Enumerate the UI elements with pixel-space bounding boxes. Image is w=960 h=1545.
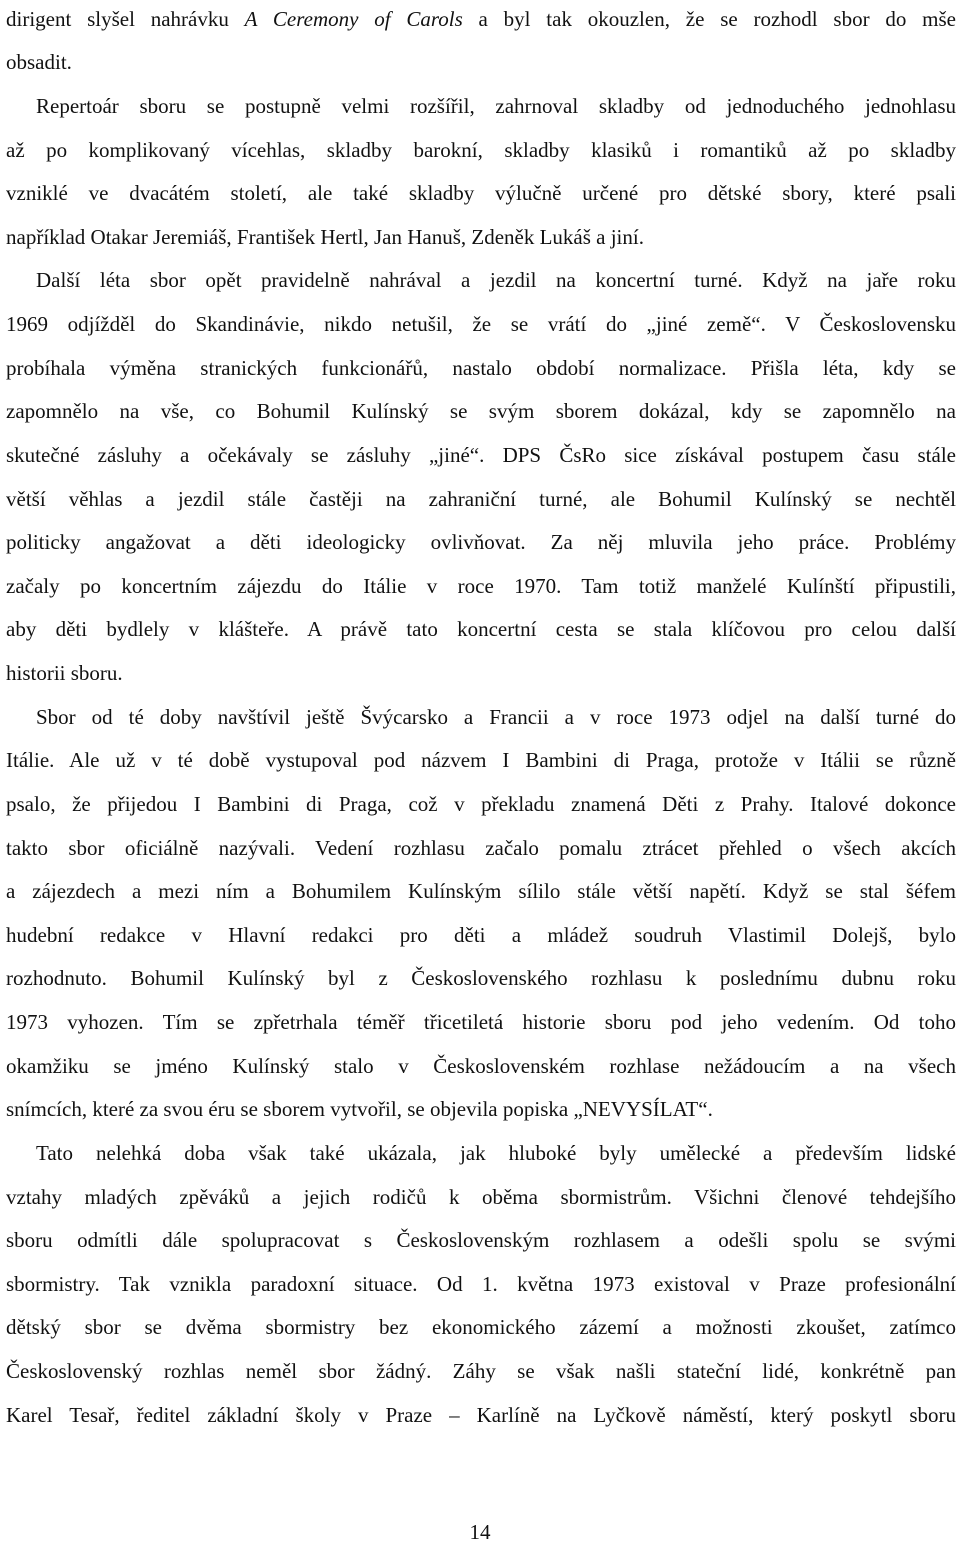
- text-line: [6, 1358, 956, 1384]
- text-run: a byl tak okouzlen, že se rozhodl sbor do mše: [462, 7, 956, 31]
- page-number: 14: [469, 1520, 491, 1544]
- text-run: a zájezdech a mezi ním a Bohumilem Kulínským sílilo stále větší napětí. Když se stal šéfem: [6, 879, 956, 903]
- text-line: [6, 398, 956, 424]
- text-run: Karel Tesař, ředitel základní školy v Praze – Karlíně na Lyčkově náměstí, který poskytl sboru: [6, 1403, 956, 1427]
- text-run: aby děti bydlely v klášteře. A právě tato koncertní cesta se stala klíčovou pro celou další: [6, 617, 956, 641]
- text-run: Tato nelehká doba však také ukázala, jak hluboké byly umělecké a především lidské: [36, 1141, 956, 1165]
- text-run: dětský sbor se dvěma sbormistry bez ekonomického zázemí a možnosti zkoušet, zatímco: [6, 1315, 956, 1339]
- text-run: historii sboru.: [6, 661, 123, 685]
- text-line: [6, 1140, 956, 1166]
- text-run: psalo, že přijedou I Bambini di Praga, což v překladu znamená Děti z Prahy. Italové dokonce: [6, 792, 956, 816]
- text-line: [6, 791, 956, 817]
- text-line: [6, 878, 956, 904]
- text-line: [6, 660, 956, 686]
- text-line: [6, 311, 956, 337]
- text-line: [6, 1096, 956, 1122]
- text-run: sbormistry. Tak vznikla paradoxní situace. Od 1. května 1973 existoval v Praze profesionální: [6, 1272, 956, 1296]
- text-line: [6, 965, 956, 991]
- text-line: [6, 1053, 956, 1079]
- text-line: [6, 704, 956, 730]
- text-run: hudební redakce v Hlavní redakci pro děti a mládež soudruh Vlastimil Dolejš, bylo: [6, 923, 956, 947]
- text-line: [6, 49, 956, 75]
- text-run: takto sbor oficiálně nazývali. Vedení rozhlasu začalo pomalu ztrácet přehled o všech akcích: [6, 836, 956, 860]
- text-line: [6, 573, 956, 599]
- text-line: [6, 180, 956, 206]
- text-line: [6, 267, 956, 293]
- text-line: [6, 6, 956, 32]
- text-line: [6, 93, 956, 119]
- text-run: vztahy mladých zpěváků a jejich rodičů k oběma sbormistrům. Všichni členové tehdejšího: [6, 1185, 956, 1209]
- text-run: dirigent slyšel nahrávku: [6, 7, 245, 31]
- text-line: [6, 224, 956, 250]
- text-run: sboru odmítli dále spolupracovat s Československým rozhlasem a odešli spolu se svými: [6, 1228, 956, 1252]
- text-run: Sbor od té doby navštívil ještě Švýcarsko a Francii a v roce 1973 odjel na další turné do: [36, 705, 956, 729]
- text-line: [6, 1184, 956, 1210]
- text-line: [6, 922, 956, 948]
- text-run: Československý rozhlas neměl sbor žádný. Záhy se však našli stateční lidé, konkrétně pan: [6, 1359, 956, 1383]
- text-line: [6, 1314, 956, 1340]
- text-line: [6, 1271, 956, 1297]
- text-line: [6, 486, 956, 512]
- text-run: rozhodnuto. Bohumil Kulínský byl z Československého rozhlasu k poslednímu dubnu roku: [6, 966, 956, 990]
- text-line: [6, 529, 956, 555]
- text-run: větší věhlas a jezdil stále častěji na zahraniční turné, ale Bohumil Kulínský se nechtěl: [6, 487, 956, 511]
- text-run: okamžiku se jméno Kulínský stalo v Československém rozhlase nežádoucím a na všech: [6, 1054, 956, 1078]
- text-run: 1969 odjížděl do Skandinávie, nikdo netušil, že se vrátí do „jiné země“. V Československu: [6, 312, 956, 336]
- text-run: obsadit.: [6, 50, 72, 74]
- text-line: [6, 1227, 956, 1253]
- text-run: snímcích, které za svou éru se sborem vytvořil, se objevila popiska „NEVYSÍLAT“.: [6, 1097, 713, 1121]
- italic-title: A Ceremony of Carols: [244, 7, 463, 31]
- text-run: vzniklé ve dvacátém století, ale také skladby výlučně určené pro dětské sbory, které psali: [6, 181, 956, 205]
- text-line: [6, 1402, 956, 1428]
- text-line: [6, 137, 956, 163]
- text-line: [6, 616, 956, 642]
- text-run: probíhala výměna stranických funkcionářů, nastalo období normalizace. Přišla léta, kdy se: [6, 356, 956, 380]
- text-run: začaly po koncertním zájezdu do Itálie v roce 1970. Tam totiž manželé Kulínští připustili,: [6, 574, 956, 598]
- text-line: [6, 835, 956, 861]
- text-run: Itálie. Ale už v té době vystupoval pod názvem I Bambini di Praga, protože v Itálii se různě: [6, 748, 956, 772]
- text-line: [6, 747, 956, 773]
- text-run: 1973 vyhozen. Tím se zpřetrhala téměř třicetiletá historie sboru pod jeho vedením. Od toho: [6, 1010, 956, 1034]
- text-line: [6, 1009, 956, 1035]
- text-run: až po komplikovaný vícehlas, skladby barokní, skladby klasiků i romantiků až po skladby: [6, 138, 956, 162]
- text-line: [6, 442, 956, 468]
- text-run: politicky angažovat a děti ideologicky ovlivňovat. Za něj mluvila jeho práce. Problémy: [6, 530, 956, 554]
- text-run: skutečné zásluhy a očekávaly se zásluhy „jiné“. DPS ČsRo sice získával postupem času stále: [6, 443, 956, 467]
- text-run: Další léta sbor opět pravidelně nahrával a jezdil na koncertní turné. Když na jaře roku: [36, 268, 956, 292]
- text-line: [6, 355, 956, 381]
- text-run: například Otakar Jeremiáš, František Hertl, Jan Hanuš, Zdeněk Lukáš a jiní.: [6, 225, 644, 249]
- text-run: zapomnělo na vše, co Bohumil Kulínský se svým sborem dokázal, kdy se zapomnělo na: [6, 399, 956, 423]
- text-run: Repertoár sboru se postupně velmi rozšířil, zahrnoval skladby od jednoduchého jednohlasu: [36, 94, 956, 118]
